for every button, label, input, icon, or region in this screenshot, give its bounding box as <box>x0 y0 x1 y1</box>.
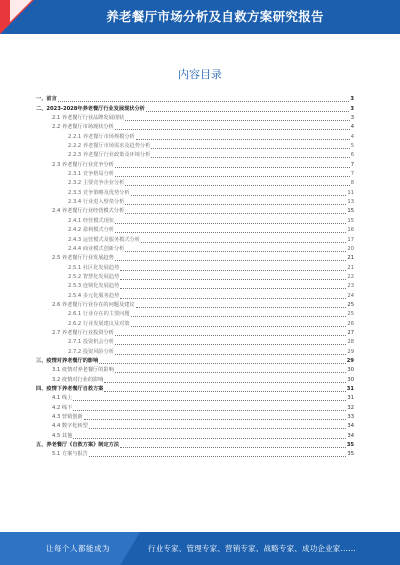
toc-entry[interactable] <box>36 338 354 347</box>
toc-entry[interactable] <box>36 188 354 197</box>
toc-entry-page: 20 <box>347 245 354 252</box>
toc-leader-dots <box>58 101 350 102</box>
toc-entry-label: 2.4.4 商业模式创新分析 <box>68 245 125 252</box>
toc-entry-page: 7 <box>350 161 354 168</box>
toc-entry-page: 4 <box>350 124 354 131</box>
toc-entry-label: 4.2 线下 <box>52 404 73 411</box>
toc-entry-label: 2.2.3 养老餐厅行业政策及环境分析 <box>68 152 151 159</box>
toc-entry-page: 8 <box>350 180 354 187</box>
toc-entry-label: 3.2 疫情对行业的影响 <box>52 376 104 383</box>
toc-entry-page: 25 <box>347 301 354 308</box>
toc-entry-page: 27 <box>347 329 354 336</box>
toc-entry-label: 二、2023-2028年养老餐厅行业发展现状分析 <box>36 105 145 112</box>
toc-entry[interactable] <box>36 132 354 141</box>
toc-leader-dots <box>104 382 346 383</box>
toc-entry-label: 2.5.4 多元化服务趋势 <box>68 292 120 299</box>
toc-entry-label: 4.3 营销创新 <box>52 414 83 421</box>
toc-entry[interactable] <box>36 319 354 328</box>
toc-entry-page: 34 <box>347 423 354 430</box>
toc-leader-dots <box>115 129 350 130</box>
toc-entry[interactable] <box>36 366 354 375</box>
toc-entry-label: 2.3 养老餐厅行业竞争分析 <box>52 161 114 168</box>
toc-entry-page: 29 <box>346 357 354 364</box>
toc-leader-dots <box>115 372 347 373</box>
toc-entry[interactable] <box>36 450 354 459</box>
toc-entry-label: 三、疫情对养老餐厅的影响 <box>36 357 99 364</box>
toc-entry[interactable] <box>36 170 354 179</box>
toc-leader-dots <box>125 251 346 252</box>
toc-heading: 内容目录 <box>178 68 222 81</box>
page-header <box>0 0 400 34</box>
page-footer <box>0 532 400 565</box>
toc-entry-page: 28 <box>347 339 354 346</box>
toc-entry[interactable] <box>36 385 354 394</box>
toc-entry-label: 2.2.1 养老餐厅市场规模分析 <box>68 133 135 140</box>
toc-entry-page: 3 <box>350 105 354 112</box>
toc-entry-label: 2.3.4 行业进入壁垒分析 <box>68 199 125 206</box>
toc-entry-page: 13 <box>347 199 354 206</box>
toc-leader-dots <box>120 288 346 289</box>
toc-leader-dots <box>125 185 349 186</box>
toc-entry[interactable] <box>36 114 354 123</box>
toc-entry-label: 5.1 方案与报告 <box>52 451 88 458</box>
toc-leader-dots <box>151 148 349 149</box>
header-white-corner <box>10 0 32 22</box>
toc-entry[interactable] <box>36 413 354 422</box>
toc-entry-page: 22 <box>347 273 354 280</box>
toc-leader-dots <box>131 195 347 196</box>
toc-entry-page: 26 <box>347 320 354 327</box>
toc-entry[interactable] <box>36 123 354 132</box>
toc-entry-page: 6 <box>350 152 354 159</box>
toc-entry[interactable] <box>36 357 354 366</box>
toc-entry-label: 2.4.1 经营模式现状 <box>68 217 114 224</box>
toc-entry[interactable] <box>36 329 354 338</box>
toc-entry-label: 2.6 养老餐厅行业存在的问题及建议 <box>52 301 135 308</box>
toc-entry-page: 5 <box>350 143 354 150</box>
toc-entry-page: 21 <box>347 264 354 271</box>
toc-leader-dots <box>84 419 347 420</box>
toc-entry[interactable] <box>36 95 354 104</box>
toc-entry-label: 2.1 养老餐厅行业品牌发展现状 <box>52 115 125 122</box>
toc-entry-label: 2.3.2 主要竞争企业分析 <box>68 180 125 187</box>
toc-entry-page: 4 <box>350 133 354 140</box>
toc-entry[interactable] <box>36 273 354 282</box>
toc-entry[interactable] <box>36 151 354 160</box>
toc-entry-page: 17 <box>347 236 354 243</box>
toc-entry-label: 2.5.3 连锁化发展趋势 <box>68 283 120 290</box>
toc-entry[interactable] <box>36 254 354 263</box>
toc-entry-label: 2.5.1 社区化发展趋势 <box>68 264 120 271</box>
toc-entry-page: 35 <box>346 442 354 449</box>
toc-entry-page: 35 <box>347 451 354 458</box>
toc-leader-dots <box>120 447 346 448</box>
toc-entry-label: 2.3.1 竞争格局分析 <box>68 171 114 178</box>
toc-leader-dots <box>120 270 346 271</box>
toc-leader-dots <box>89 428 347 429</box>
toc-entry-label: 2.5.2 智慧化发展趋势 <box>68 273 120 280</box>
toc-entry-label: 四、疫情下养老餐厅自救方案 <box>36 386 104 392</box>
toc-entry[interactable] <box>36 394 354 403</box>
toc-entry[interactable] <box>36 207 354 216</box>
toc-entry-label: 2.7 养老餐厅行业投资分析 <box>52 329 114 336</box>
toc-entry-label: 3.1 疫情对养老餐厅的影响 <box>52 367 114 374</box>
toc-entry-page: 30 <box>347 367 354 374</box>
toc-leader-dots <box>99 363 346 364</box>
toc-entry[interactable] <box>36 216 354 225</box>
toc-entry-page: 15 <box>347 208 354 215</box>
toc-entry-label: 一、前言 <box>36 96 57 103</box>
toc-entry-page: 24 <box>347 292 354 299</box>
toc-entry-page: 25 <box>347 311 354 318</box>
toc-entry-label: 4.4 数字化转型 <box>52 423 88 430</box>
toc-leader-dots <box>125 213 346 214</box>
toc-entry-label: 2.4 养老餐厅行业经营模式分析 <box>52 208 125 215</box>
toc-entry-page: 7 <box>350 171 354 178</box>
report-title: 养老餐厅市场分析及自救方案研究报告 <box>106 9 324 24</box>
toc-entry[interactable] <box>36 263 354 272</box>
toc-entry-label: 2.2 养老餐厅市场现状分析 <box>52 124 114 131</box>
toc-entry[interactable] <box>36 375 354 384</box>
toc-entry-page: 34 <box>347 432 354 439</box>
toc-entry-page: 16 <box>347 227 354 234</box>
toc-entry[interactable] <box>36 291 354 300</box>
toc-entry[interactable] <box>36 179 354 188</box>
toc-leader-dots <box>136 139 350 140</box>
toc-entry-label: 2.7.2 投资风险分析 <box>68 348 114 355</box>
toc-leader-dots <box>115 260 347 261</box>
toc-entry-label: 2.5 养老餐厅行业发展趋势 <box>52 255 114 262</box>
toc-entry-label: 2.6.2 行业发展建议及对策 <box>68 320 130 327</box>
toc-entry[interactable] <box>36 422 354 431</box>
toc-leader-dots <box>115 176 350 177</box>
toc-entry[interactable] <box>36 403 354 412</box>
toc-leader-dots <box>125 204 346 205</box>
toc-leader-dots <box>131 326 347 327</box>
toc-leader-dots <box>73 438 346 439</box>
toc-entry-page: 3 <box>350 115 354 122</box>
toc-leader-dots <box>115 354 346 355</box>
toc-entry-label: 2.2.2 养老餐厅市场需求及趋势分析 <box>68 143 151 150</box>
toc-entry[interactable] <box>36 245 354 254</box>
toc-entry[interactable] <box>36 198 354 207</box>
toc-entry[interactable] <box>36 301 354 310</box>
toc-leader-dots <box>104 391 345 392</box>
toc-entry-label: 2.4.2 盈利模式分析 <box>68 227 114 234</box>
toc-leader-dots <box>151 157 349 158</box>
toc-leader-dots <box>141 242 346 243</box>
toc-entry-label: 4.1 线上 <box>52 395 73 402</box>
toc-entry[interactable] <box>36 347 354 356</box>
toc-entry-label: 4.5 其他 <box>52 432 73 439</box>
toc-entry[interactable] <box>36 104 354 113</box>
toc-entry-label: 2.6.1 行业存在的主要问题 <box>68 311 130 318</box>
toc-entry[interactable] <box>36 310 354 319</box>
toc-leader-dots <box>120 298 346 299</box>
toc-entry-label: 2.7.1 投资机会分析 <box>68 339 114 346</box>
toc-entry[interactable] <box>36 142 354 151</box>
toc-entry-page: 11 <box>347 189 354 196</box>
toc-entry-page: 31 <box>346 386 354 392</box>
toc-entry-label: 2.4.3 运营模式及服务模式分析 <box>68 236 140 243</box>
toc-leader-dots <box>131 316 347 317</box>
toc-entry-page: 15 <box>347 217 354 224</box>
toc-entry-page: 31 <box>347 395 354 402</box>
toc-entry-page: 30 <box>347 376 354 383</box>
toc-entry[interactable] <box>36 226 354 235</box>
footer-slogan-left: 让每个人都能成为 <box>46 544 110 553</box>
table-of-contents <box>36 95 354 459</box>
toc-entry-label: 2.3.3 竞争策略及优势分析 <box>68 189 130 196</box>
toc-entry[interactable] <box>36 160 354 169</box>
toc-leader-dots <box>115 232 346 233</box>
toc-leader-dots <box>115 167 350 168</box>
toc-entry-page: 23 <box>347 283 354 290</box>
toc-leader-dots <box>146 111 350 112</box>
toc-leader-dots <box>115 344 346 345</box>
toc-entry-page: 32 <box>347 404 354 411</box>
toc-entry-page: 3 <box>350 96 354 103</box>
toc-leader-dots <box>115 335 347 336</box>
toc-leader-dots <box>115 223 346 224</box>
toc-entry-page: 21 <box>347 255 354 262</box>
toc-entry-page: 29 <box>347 348 354 355</box>
toc-leader-dots <box>125 120 350 121</box>
toc-leader-dots <box>73 400 346 401</box>
toc-entry[interactable] <box>36 441 354 450</box>
toc-entry[interactable] <box>36 282 354 291</box>
toc-entry-page: 33 <box>347 414 354 421</box>
toc-leader-dots <box>89 456 347 457</box>
toc-leader-dots <box>120 279 346 280</box>
toc-entry[interactable] <box>36 235 354 244</box>
footer-slogan-right: 行业专家、管理专家、营销专家、战略专家、成功企业家…… <box>148 544 356 553</box>
toc-entry-label: 五、养老餐厅《自救方案》制定方法 <box>36 442 120 449</box>
toc-leader-dots <box>136 307 347 308</box>
toc-entry[interactable] <box>36 431 354 440</box>
toc-leader-dots <box>73 410 346 411</box>
